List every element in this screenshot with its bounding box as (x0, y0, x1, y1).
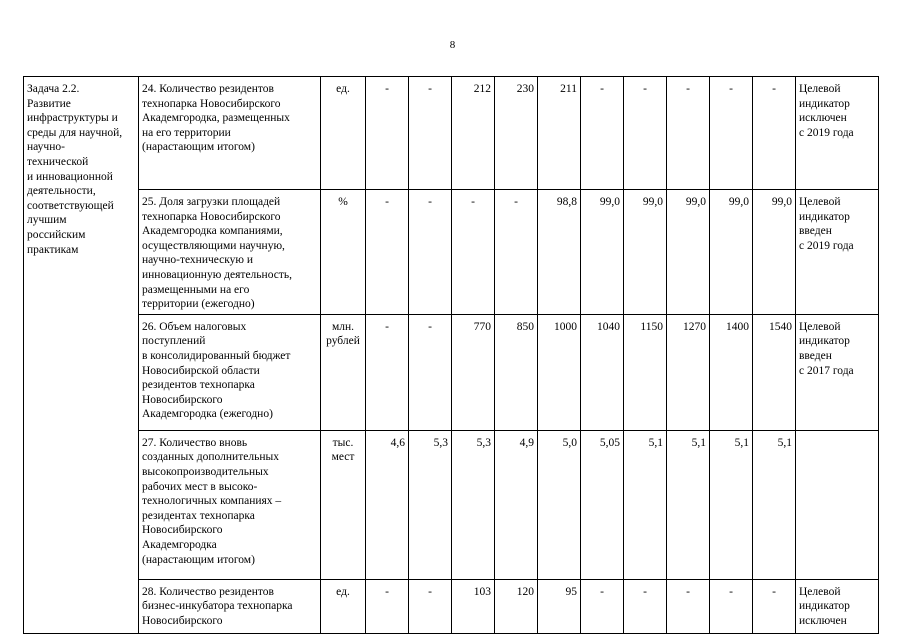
note-line: с 2017 года (799, 364, 854, 377)
value-cell: 5,1 (624, 430, 667, 579)
note-cell (796, 579, 879, 633)
value-cell: 211 (538, 77, 581, 190)
task-line: инфраструктуры и (27, 112, 118, 125)
indicator-name-cell (139, 77, 321, 190)
value-cell: - (753, 579, 796, 633)
table-row (24, 77, 879, 190)
value-cell: - (581, 579, 624, 633)
task-line: Развитие (27, 97, 71, 110)
indicator-name-line: инновационную деятельность, (142, 268, 292, 281)
indicator-name-line: 28. Количество резидентов (142, 585, 274, 598)
table-row (24, 430, 879, 579)
indicator-name-line: (нарастающим итогом) (142, 553, 255, 566)
indicator-name-cell (139, 579, 321, 633)
value-cell: - (452, 190, 495, 315)
indicator-name-line: научно-техническую и (142, 254, 254, 267)
value-cell: 99,0 (667, 190, 710, 315)
note-line: исключен (799, 614, 847, 627)
value-cell: 99,0 (753, 190, 796, 315)
indicator-name-line: резидентах технопарка (142, 509, 255, 522)
value-cell: 1040 (581, 314, 624, 430)
unit-line: млн. (331, 320, 355, 333)
value-cell: - (624, 579, 667, 633)
value-cell: 1540 (753, 314, 796, 430)
task-line: соответствующей (27, 199, 114, 212)
indicator-name-line: Новосибирской области (142, 364, 260, 377)
table-row (24, 579, 879, 633)
unit-cell (321, 430, 366, 579)
note-line: индикатор (799, 335, 850, 348)
value-cell: 5,05 (581, 430, 624, 579)
value-cell: 103 (452, 579, 495, 633)
value-cell: 95 (538, 579, 581, 633)
value-cell: 4,6 (366, 430, 409, 579)
note-line: индикатор (799, 97, 850, 110)
note-line: введен (799, 225, 832, 238)
note-cell (796, 430, 879, 579)
note-cell (796, 77, 879, 190)
value-cell: 5,0 (538, 430, 581, 579)
value-cell: 1270 (667, 314, 710, 430)
unit-cell (321, 77, 366, 190)
task-line: технической (27, 155, 89, 168)
note-line: исключен (799, 112, 847, 125)
value-cell: - (409, 579, 452, 633)
value-cell: - (710, 77, 753, 190)
indicator-name-line: технопарка Новосибирского (142, 210, 281, 223)
task-line: практикам (27, 243, 79, 256)
unit-line: % (338, 196, 348, 208)
indicator-name-line: Академгородка, размещенных (142, 112, 290, 125)
note-line: индикатор (799, 210, 850, 223)
indicator-name-line: Академгородка компаниями, (142, 225, 283, 238)
unit-line: ед. (336, 83, 350, 95)
value-cell: 5,3 (409, 430, 452, 579)
value-cell: - (581, 77, 624, 190)
indicator-name-line: на его территории (142, 126, 231, 139)
note-line: Целевой (799, 585, 841, 598)
value-cell: 120 (495, 579, 538, 633)
value-cell: 99,0 (710, 190, 753, 315)
indicator-name-line: технологичных компаниях – (142, 495, 282, 508)
value-cell: 1400 (710, 314, 753, 430)
task-line: деятельности, (27, 185, 96, 198)
indicator-name-line: высокопроизводительных (142, 465, 269, 478)
note-cell (796, 314, 879, 430)
indicator-name-line: Новосибирского (142, 524, 223, 537)
unit-line: рублей (326, 335, 360, 348)
note-line: Целевой (799, 83, 841, 95)
note-line: индикатор (799, 600, 850, 613)
value-cell: 1150 (624, 314, 667, 430)
value-cell: - (366, 314, 409, 430)
indicator-name-line: 24. Количество резидентов (142, 83, 274, 95)
unit-line: тыс. (332, 436, 354, 449)
indicator-name-line: Новосибирского (142, 614, 223, 627)
note-line: с 2019 года (799, 239, 854, 252)
task-cell (24, 77, 139, 634)
indicator-name-line: Академгородка (142, 538, 217, 551)
indicator-name-line: (нарастающим итогом) (142, 141, 255, 154)
indicator-name-line: 25. Доля загрузки площадей (142, 196, 281, 208)
task-line: Задача 2.2. (27, 83, 80, 95)
value-cell: - (753, 77, 796, 190)
unit-cell (321, 190, 366, 315)
value-cell: 99,0 (581, 190, 624, 315)
note-line: с 2019 года (799, 126, 854, 139)
indicator-name-line: Новосибирского (142, 393, 223, 406)
value-cell: - (624, 77, 667, 190)
indicator-name-line: 26. Объем налоговых (142, 320, 247, 333)
indicator-name-line: бизнес-инкубатора технопарка (142, 600, 293, 613)
page-number: 8 (449, 39, 456, 51)
value-cell: - (366, 579, 409, 633)
indicator-name-line: технопарка Новосибирского (142, 97, 281, 110)
indicator-name-line: территории (ежегодно) (142, 298, 255, 311)
task-line: среды для научной, (27, 126, 123, 139)
unit-cell (321, 314, 366, 430)
value-cell: - (366, 190, 409, 315)
value-cell: 850 (495, 314, 538, 430)
task-line: лучшим (27, 214, 67, 227)
task-line: научно- (27, 141, 65, 154)
unit-cell (321, 579, 366, 633)
value-cell: - (667, 579, 710, 633)
value-cell: 770 (452, 314, 495, 430)
indicator-name-cell (139, 190, 321, 315)
indicator-name-line: резидентов технопарка (142, 379, 255, 392)
value-cell: - (366, 77, 409, 190)
value-cell: 5,1 (753, 430, 796, 579)
task-line: российским (27, 228, 86, 241)
value-cell: - (495, 190, 538, 315)
unit-line: ед. (336, 585, 350, 598)
value-cell: 4,9 (495, 430, 538, 579)
indicator-name-line: осуществляющими научную, (142, 239, 285, 252)
indicator-name-line: в консолидированный бюджет (142, 349, 291, 362)
note-line: Целевой (799, 196, 841, 208)
indicator-name-line: Академгородка (ежегодно) (142, 408, 273, 421)
value-cell: 212 (452, 77, 495, 190)
value-cell: 98,8 (538, 190, 581, 315)
indicator-name-line: созданных дополнительных (142, 451, 279, 464)
indicator-name-line: рабочих мест в высоко- (142, 480, 258, 493)
value-cell: - (409, 314, 452, 430)
value-cell: - (710, 579, 753, 633)
value-cell: 230 (495, 77, 538, 190)
value-cell: - (409, 77, 452, 190)
indicator-name-line: 27. Количество вновь (142, 436, 248, 449)
indicator-name-cell (139, 430, 321, 579)
indicator-name-line: поступлений (142, 335, 206, 348)
indicator-name-line: размещенными на его (142, 283, 250, 296)
task-line: и инновационной (27, 170, 113, 183)
value-cell: - (667, 77, 710, 190)
note-cell (796, 190, 879, 315)
note-line: введен (799, 349, 832, 362)
indicators-table (23, 76, 879, 634)
value-cell: 5,3 (452, 430, 495, 579)
table-row (24, 314, 879, 430)
value-cell: - (409, 190, 452, 315)
table-row (24, 190, 879, 315)
value-cell: 99,0 (624, 190, 667, 315)
unit-line: мест (331, 451, 355, 464)
value-cell: 5,1 (667, 430, 710, 579)
value-cell: 5,1 (710, 430, 753, 579)
table-body (24, 77, 879, 634)
value-cell: 1000 (538, 314, 581, 430)
indicator-name-cell (139, 314, 321, 430)
note-line: Целевой (799, 320, 841, 333)
